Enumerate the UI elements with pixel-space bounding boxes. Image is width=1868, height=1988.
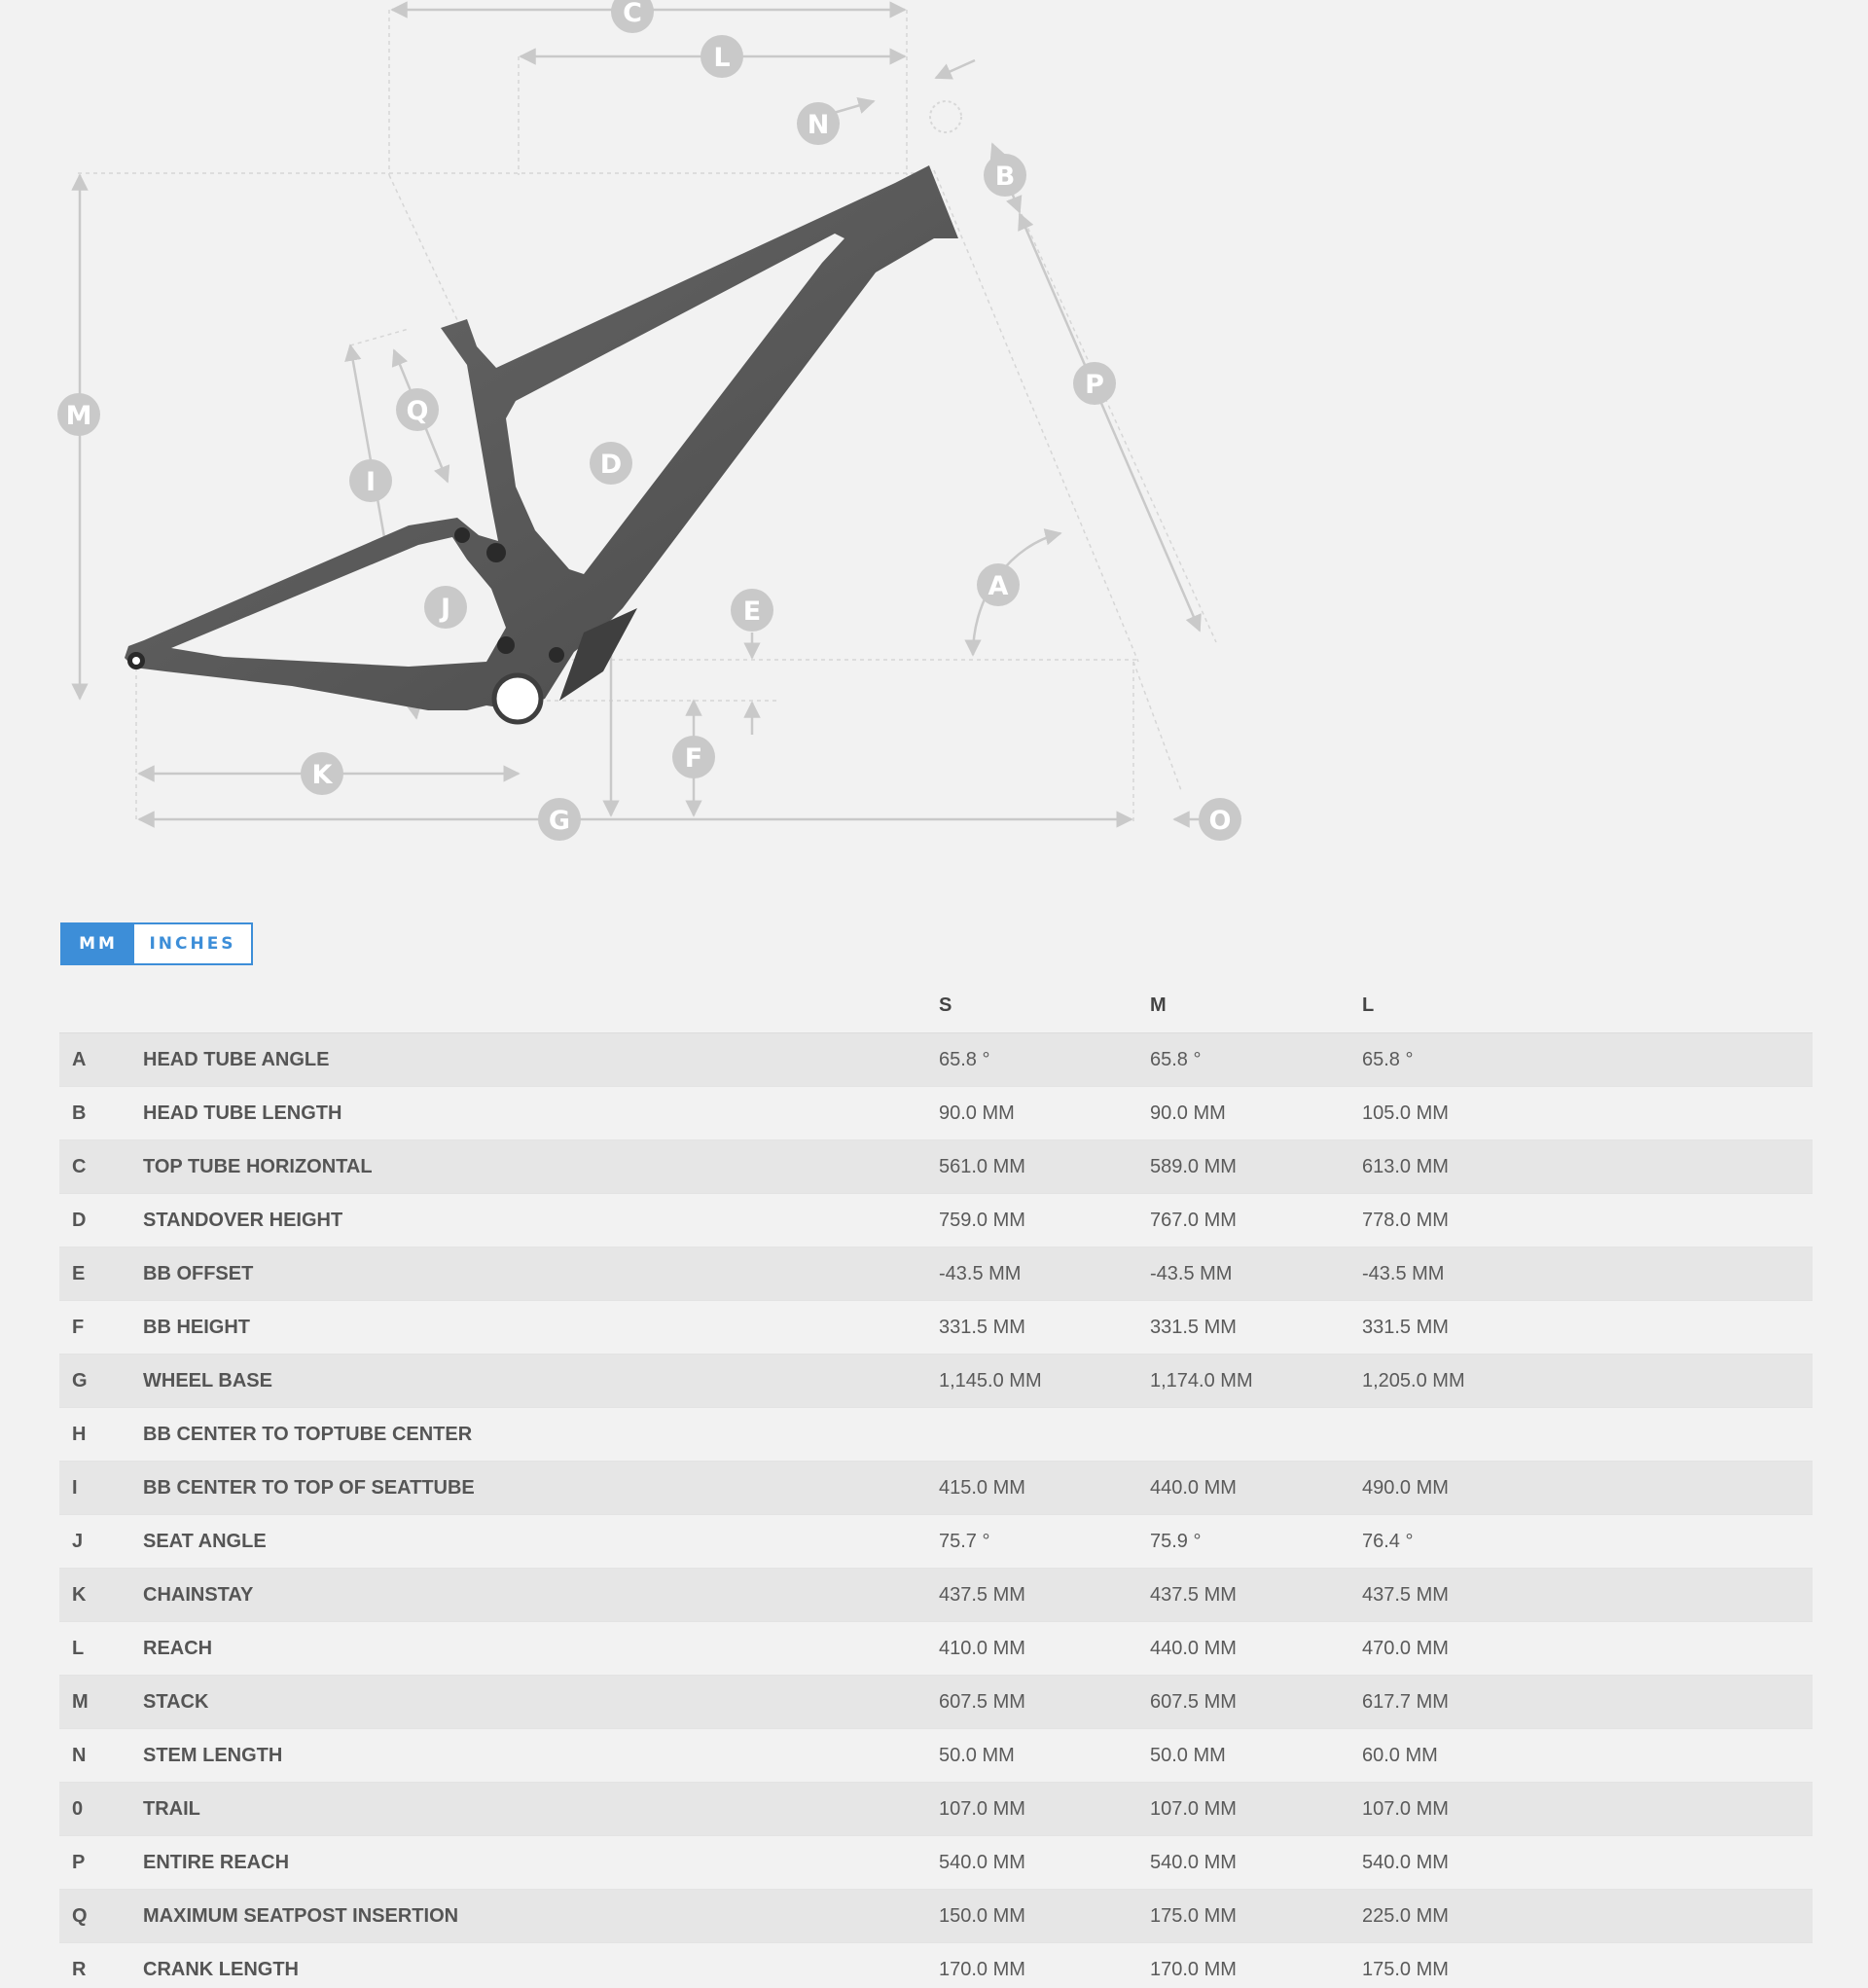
value-size-s: 415.0 MM [939,1476,1025,1499]
table-row [59,1033,1813,1087]
value-size-m: 331.5 MM [1150,1316,1237,1338]
value-size-m: 437.5 MM [1150,1583,1237,1606]
dim-label-d [590,442,632,485]
row-label: BB CENTER TO TOP OF SEATTUBE [143,1476,475,1499]
row-label: REACH [143,1637,213,1659]
table-row [59,1462,1813,1515]
value-size-m: 1,174.0 MM [1150,1369,1253,1392]
value-size-s: 540.0 MM [939,1851,1025,1873]
value-size-m: -43.5 MM [1150,1262,1233,1284]
value-size-m: 170.0 MM [1150,1958,1237,1980]
unit-inches-button[interactable]: INCHES [134,924,251,963]
value-size-m: 589.0 MM [1150,1155,1237,1177]
row-key: K [72,1583,87,1606]
value-size-s: 331.5 MM [939,1316,1025,1338]
svg-text:J: J [440,594,451,624]
column-header-m: M [1150,994,1167,1016]
value-size-l: 778.0 MM [1362,1209,1449,1231]
value-size-s: 561.0 MM [939,1155,1025,1177]
svg-text:I: I [365,467,377,497]
dim-label-e [731,589,773,632]
row-label: MAXIMUM SEATPOST INSERTION [143,1904,459,1927]
value-size-m: 175.0 MM [1150,1904,1237,1927]
svg-text:N: N [807,110,830,140]
value-size-l: 65.8 ° [1362,1048,1414,1070]
value-size-s: 107.0 MM [939,1797,1025,1820]
value-size-s: 90.0 MM [939,1102,1015,1124]
value-size-s: 150.0 MM [939,1904,1025,1927]
dim-label-n [797,102,840,145]
row-label: WHEEL BASE [143,1369,272,1392]
row-key: P [72,1851,86,1873]
value-size-l: 60.0 MM [1362,1744,1438,1766]
value-size-l: 76.4 ° [1362,1530,1414,1552]
value-size-l: 490.0 MM [1362,1476,1449,1499]
dim-label-l [700,35,743,78]
row-label: BB HEIGHT [143,1316,250,1338]
frame-geometry-svg [0,0,1265,876]
bike-frame [125,165,958,722]
value-size-l: 613.0 MM [1362,1155,1449,1177]
table-row [59,1247,1813,1301]
dim-label-c [611,0,654,33]
column-header-s: S [939,994,952,1016]
value-size-m: 767.0 MM [1150,1209,1237,1231]
row-label: STANDOVER HEIGHT [143,1209,343,1231]
dim-label-i [349,459,392,502]
table-row [59,1943,1813,1988]
dim-label-g [538,798,581,841]
table-row [59,1569,1813,1622]
dim-label-j [424,586,467,629]
value-size-l: 540.0 MM [1362,1851,1449,1873]
dim-label-a [977,563,1020,606]
row-key: B [72,1102,87,1124]
value-size-l: 331.5 MM [1362,1316,1449,1338]
value-size-s: 1,145.0 MM [939,1369,1042,1392]
value-size-m: 50.0 MM [1150,1744,1226,1766]
table-row [59,1140,1813,1194]
row-label: HEAD TUBE LENGTH [143,1102,342,1124]
dim-label-m [57,393,100,436]
value-size-s: 759.0 MM [939,1209,1025,1231]
svg-text:P: P [1085,370,1104,400]
table-row [59,1890,1813,1943]
svg-text:O: O [1208,806,1232,836]
value-size-l: 437.5 MM [1362,1583,1449,1606]
svg-text:Q: Q [406,396,429,426]
value-size-s: 170.0 MM [939,1958,1025,1980]
svg-text:L: L [713,43,731,73]
svg-text:K: K [311,760,333,790]
row-label: STACK [143,1690,209,1713]
table-row [59,1622,1813,1676]
steering-circle [930,101,961,132]
value-size-m: 65.8 ° [1150,1048,1202,1070]
row-label: TRAIL [143,1797,200,1820]
value-size-l: 105.0 MM [1362,1102,1449,1124]
table-row [59,1355,1813,1408]
row-key: R [72,1958,87,1980]
value-size-l: 617.7 MM [1362,1690,1449,1713]
row-key: L [72,1637,85,1659]
table-row [59,1836,1813,1890]
row-label: BB OFFSET [143,1262,254,1284]
dim-label-p [1073,362,1116,405]
svg-text:F: F [684,743,703,774]
svg-text:M: M [65,401,92,431]
value-size-s: -43.5 MM [939,1262,1022,1284]
row-key: A [72,1048,87,1070]
value-size-s: 75.7 ° [939,1530,990,1552]
row-key: G [72,1369,88,1392]
row-key: H [72,1423,87,1445]
row-label: CHAINSTAY [143,1583,254,1606]
value-size-m: 75.9 ° [1150,1530,1202,1552]
value-size-s: 437.5 MM [939,1583,1025,1606]
row-key: F [72,1316,85,1338]
value-size-l: 225.0 MM [1362,1904,1449,1927]
column-header-l: L [1362,994,1375,1016]
row-label: CRANK LENGTH [143,1958,299,1980]
unit-toggle [60,922,253,965]
dim-label-b [984,154,1026,197]
row-label: STEM LENGTH [143,1744,283,1766]
frame-geometry-diagram [0,0,1265,876]
table-row [59,1194,1813,1247]
value-size-l: 1,205.0 MM [1362,1369,1465,1392]
table-header-row [59,979,1813,1033]
row-key: E [72,1262,86,1284]
row-key: D [72,1209,87,1231]
svg-text:A: A [988,571,1009,601]
value-size-m: 540.0 MM [1150,1851,1237,1873]
table-row [59,1515,1813,1569]
value-size-s: 65.8 ° [939,1048,990,1070]
row-key: N [72,1744,87,1766]
value-size-l: 470.0 MM [1362,1637,1449,1659]
row-key: J [72,1530,84,1552]
row-label: TOP TUBE HORIZONTAL [143,1155,373,1177]
row-key: M [72,1690,89,1713]
row-label: SEAT ANGLE [143,1530,267,1552]
table-row [59,1408,1813,1462]
row-label: ENTIRE REACH [143,1851,290,1873]
geometry-table [59,979,1813,1988]
svg-text:C: C [623,0,642,28]
dim-label-o [1199,798,1241,841]
row-key: 0 [72,1797,84,1820]
table-body [59,1033,1813,1988]
table-row [59,1087,1813,1140]
row-key: C [72,1155,87,1177]
dim-label-f [672,736,715,778]
dim-label-q [396,388,439,431]
value-size-m: 440.0 MM [1150,1476,1237,1499]
unit-mm-button[interactable]: MM [62,924,134,963]
row-label: HEAD TUBE ANGLE [143,1048,330,1070]
value-size-m: 440.0 MM [1150,1637,1237,1659]
svg-text:D: D [599,450,623,480]
row-key: Q [72,1904,88,1927]
value-size-l: 107.0 MM [1362,1797,1449,1820]
value-size-s: 410.0 MM [939,1637,1025,1659]
table-row [59,1676,1813,1729]
table-row [59,1783,1813,1836]
svg-text:G: G [548,806,571,836]
row-key: I [72,1476,78,1499]
svg-text:E: E [742,596,762,627]
value-size-m: 90.0 MM [1150,1102,1226,1124]
value-size-s: 50.0 MM [939,1744,1015,1766]
value-size-s: 607.5 MM [939,1690,1025,1713]
value-size-m: 107.0 MM [1150,1797,1237,1820]
value-size-l: 175.0 MM [1362,1958,1449,1980]
row-label: BB CENTER TO TOPTUBE CENTER [143,1423,473,1445]
value-size-m: 607.5 MM [1150,1690,1237,1713]
table-row [59,1729,1813,1783]
table-row [59,1301,1813,1355]
svg-text:B: B [994,162,1016,192]
value-size-l: -43.5 MM [1362,1262,1445,1284]
dim-label-k [301,752,343,795]
